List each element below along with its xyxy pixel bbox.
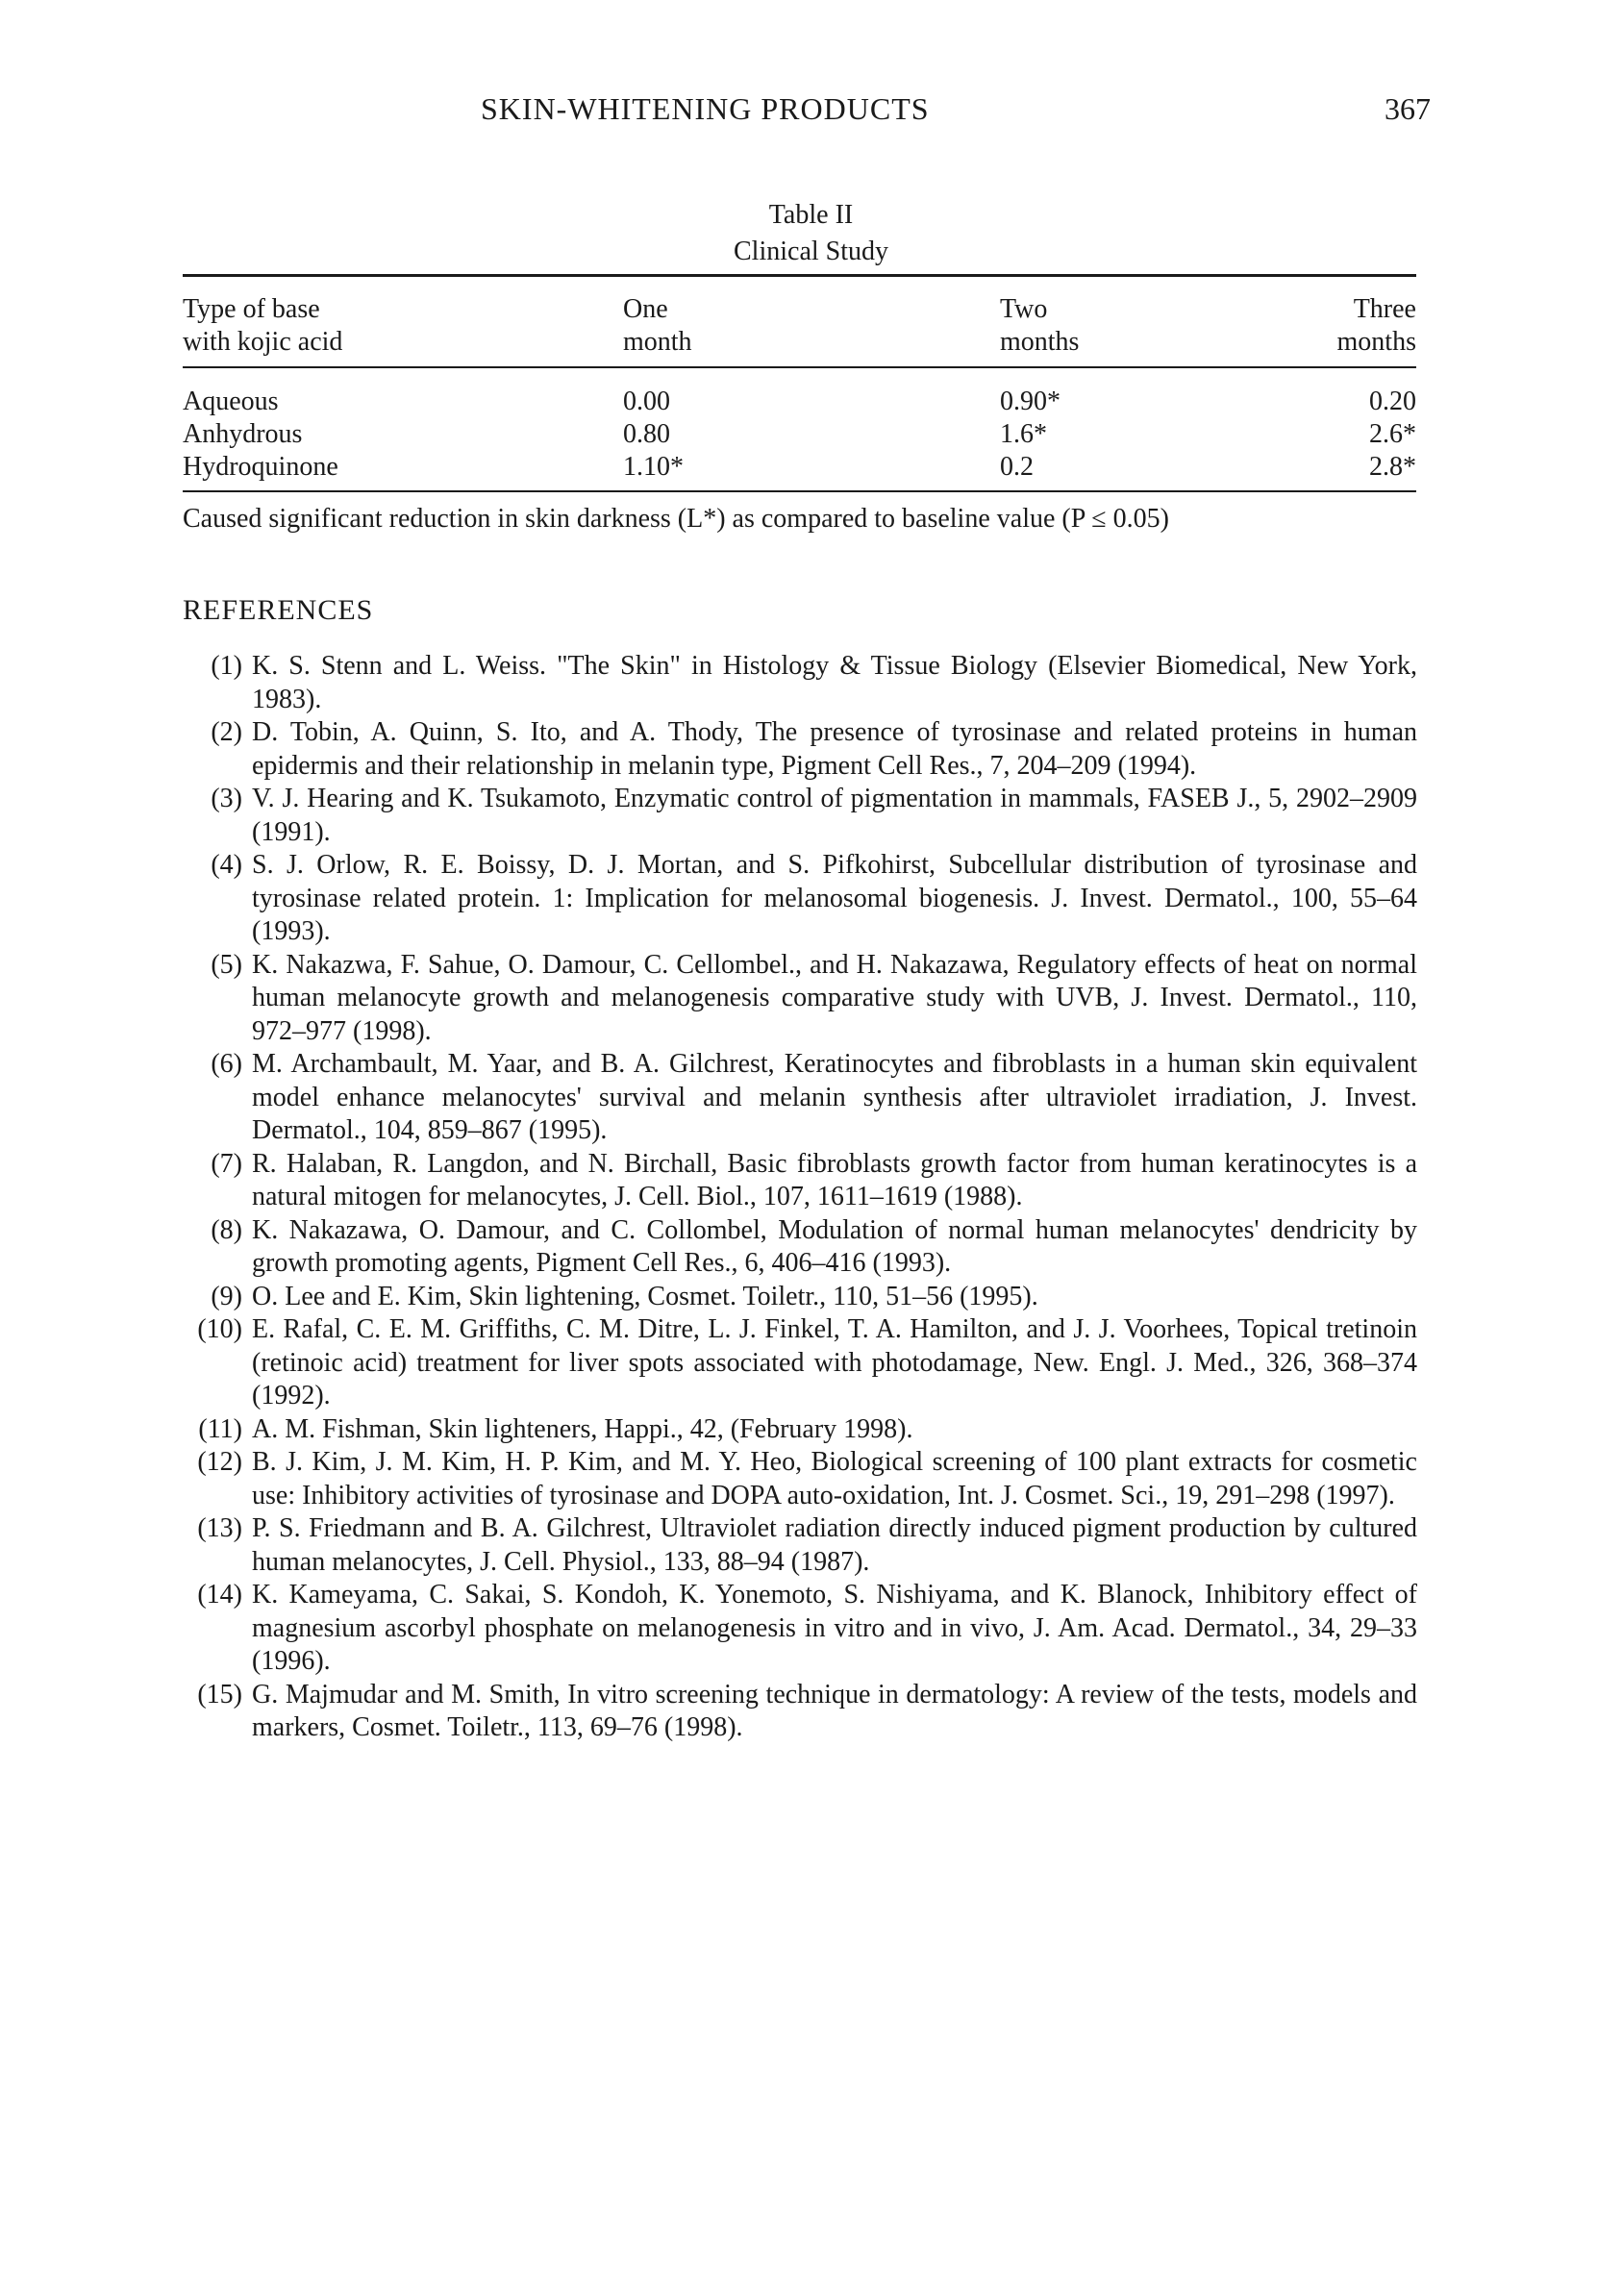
reference-item — [0, 1413, 1622, 1447]
reference-text: B. J. Kim, J. M. Kim, H. P. Kim, and M. Y. Heo, Biological screening of 100 plant extracts for cosmetic use: Inhibitory activities of tyrosinase and DOPA auto-oxidation, Int. J. Cosmet. Sci., 19, 291–298 (1997). — [252, 1447, 1417, 1510]
row-anhydrous-three-months: 2.6* — [1369, 419, 1416, 449]
reference-item — [0, 1281, 1622, 1314]
reference-number: (5) — [211, 949, 242, 980]
reference-item — [0, 1446, 1622, 1512]
row-hydroquinone-base: Hydroquinone — [183, 452, 338, 482]
running-head: SKIN-WHITENING PRODUCTS — [481, 91, 930, 126]
reference-number: (14) — [197, 1580, 242, 1610]
reference-item — [0, 1048, 1622, 1148]
reference-text: V. J. Hearing and K. Tsukamoto, Enzymatic control of pigmentation in mammals, FASEB J., 5, 2902–2909 (1991). — [252, 784, 1417, 847]
column-header-two-line1: Two — [1000, 294, 1048, 324]
reference-number: (13) — [197, 1513, 242, 1543]
reference-number: (9) — [211, 1281, 242, 1311]
reference-text: E. Rafal, C. E. M. Griffiths, C. M. Ditre, L. J. Finkel, T. A. Hamilton, and J. J. Voorhees, Topical tretinoin (retinoic acid) treatment for liver spots associated with photodamage, New. Engl. J. Med., 326, 368–374 (1992). — [252, 1314, 1417, 1410]
reference-number: (4) — [211, 850, 242, 880]
column-header-one-line2: month — [623, 327, 692, 357]
reference-text: K. Kameyama, C. Sakai, S. Kondoh, K. Yonemoto, S. Nishiyama, and K. Blanock, Inhibitory effect of magnesium ascorbyl phosphate on melanogenesis in vitro and in vivo, J. Am. Acad. Dermatol., 34, 29–33 (1996). — [252, 1580, 1417, 1676]
reference-item — [0, 1679, 1622, 1745]
table-bottom-rule — [183, 490, 1416, 492]
reference-number: (3) — [211, 784, 242, 813]
column-header-three-line1: Three — [1353, 294, 1416, 324]
table-header-rule — [183, 366, 1416, 368]
reference-text: K. S. Stenn and L. Weiss. "The Skin" in Histology & Tissue Biology (Elsevier Biomedical, New York, 1983). — [252, 651, 1417, 714]
reference-item — [0, 1512, 1622, 1579]
row-aqueous-two-months: 0.90* — [1000, 387, 1061, 416]
reference-number: (8) — [211, 1214, 242, 1245]
column-header-base-line1: Type of base — [183, 294, 320, 324]
row-hydroquinone-one-month: 1.10* — [623, 452, 684, 482]
reference-item — [0, 1313, 1622, 1413]
column-header-base-line2: with kojic acid — [183, 327, 343, 357]
row-hydroquinone-two-months: 0.2 — [1000, 452, 1034, 482]
reference-item — [0, 1214, 1622, 1281]
reference-number: (7) — [211, 1148, 242, 1179]
table-title: Clinical Study — [734, 237, 888, 266]
column-header-one-line1: One — [623, 294, 668, 324]
row-aqueous-base: Aqueous — [183, 387, 279, 416]
reference-number: (15) — [197, 1679, 242, 1710]
row-hydroquinone-three-months: 2.8* — [1369, 452, 1416, 482]
reference-number: (1) — [211, 651, 242, 681]
reference-item — [0, 849, 1622, 949]
reference-number: (10) — [197, 1314, 242, 1344]
reference-text: G. Majmudar and M. Smith, In vitro screening technique in dermatology: A review of the tests, models and markers, Cosmet. Toiletr., 113, 69–76 (1998). — [252, 1679, 1417, 1742]
reference-item — [0, 1579, 1622, 1679]
column-header-three-line2: months — [1336, 327, 1416, 357]
row-anhydrous-two-months: 1.6* — [1000, 419, 1047, 449]
row-aqueous-three-months: 0.20 — [1369, 387, 1416, 416]
table-top-rule — [183, 274, 1416, 277]
table-footnote: Caused significant reduction in skin darkness (L*) as compared to baseline value (P ≤ 0.05) — [183, 504, 1169, 534]
row-anhydrous-base: Anhydrous — [183, 419, 303, 449]
reference-list — [0, 650, 1622, 1745]
column-header-two-line2: months — [1000, 327, 1080, 357]
page-number: 367 — [1385, 91, 1431, 126]
row-anhydrous-one-month: 0.80 — [623, 419, 670, 449]
table-label: Table II — [768, 200, 854, 230]
reference-item — [0, 650, 1622, 716]
reference-text: R. Halaban, R. Langdon, and N. Birchall, Basic fibroblasts growth factor from human keratinocytes is a natural mitogen for melanocytes, J. Cell. Biol., 107, 1611–1619 (1988). — [252, 1148, 1417, 1211]
reference-item — [0, 949, 1622, 1049]
table-caption — [0, 197, 1622, 270]
reference-number: (6) — [211, 1049, 242, 1079]
reference-text: P. S. Friedmann and B. A. Gilchrest, Ultraviolet radiation directly induced pigment production by cultured human melanocytes, J. Cell. Physiol., 133, 88–94 (1987). — [252, 1513, 1417, 1577]
reference-text: S. J. Orlow, R. E. Boissy, D. J. Mortan, and S. Pifkohirst, Subcellular distribution of tyrosinase and tyrosinase related protein. 1: Implication for melanosomal biogenesis. J. Invest. Dermatol., 100, 55–64 (1993). — [252, 850, 1417, 946]
reference-item — [0, 1148, 1622, 1214]
row-aqueous-one-month: 0.00 — [623, 387, 670, 416]
reference-number: (12) — [197, 1447, 242, 1477]
reference-item — [0, 783, 1622, 849]
reference-text: O. Lee and E. Kim, Skin lightening, Cosmet. Toiletr., 110, 51–56 (1995). — [252, 1281, 1038, 1311]
references-heading: REFERENCES — [183, 594, 374, 626]
reference-text: K. Nakazawa, O. Damour, and C. Collombel, Modulation of normal human melanocytes' dendricity by growth promoting agents, Pigment Cell Res., 6, 406–416 (1993). — [252, 1214, 1417, 1278]
reference-text: A. M. Fishman, Skin lighteners, Happi., 42, (February 1998). — [252, 1413, 913, 1444]
reference-text: M. Archambault, M. Yaar, and B. A. Gilchrest, Keratinocytes and fibroblasts in a human skin equivalent model enhance melanocytes' survival and melanin synthesis after ultraviolet irradiation, J. Invest. Dermatol., 104, 859–867 (1995). — [252, 1049, 1417, 1145]
reference-text: K. Nakazwa, F. Sahue, O. Damour, C. Cellombel., and H. Nakazawa, Regulatory effects of heat on normal human melanocyte growth and melanogenesis comparative study with UVB, J. Invest. Dermatol., 110, 972–977 (1998). — [252, 949, 1417, 1046]
reference-item — [0, 716, 1622, 783]
reference-text: D. Tobin, A. Quinn, S. Ito, and A. Thody, The presence of tyrosinase and related proteins in human epidermis and their relationship in melanin type, Pigment Cell Res., 7, 204–209 (1994). — [252, 717, 1417, 781]
reference-number: (11) — [198, 1413, 242, 1444]
reference-number: (2) — [211, 717, 242, 747]
